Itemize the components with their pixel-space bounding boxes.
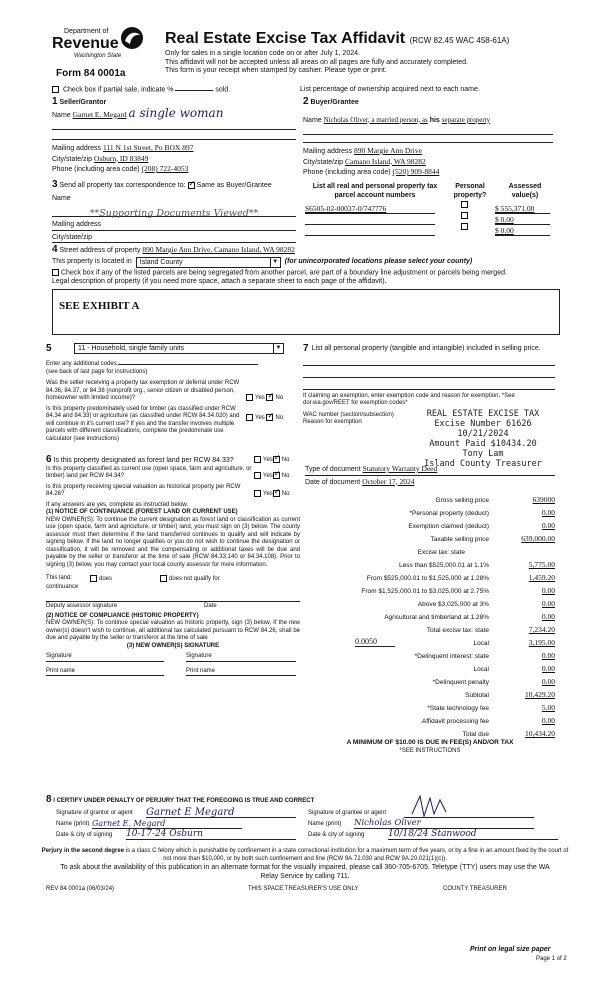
tax-row-value[interactable]: 639,000.00 <box>521 534 555 543</box>
continuance-label: continuance <box>46 583 79 590</box>
exemption-question: Was the seller receiving a property tax exemption or deferral under RCW 84.36, 84.37, or 84.38 (nonprofit org., senior citizen or disabled person, homeowner with limited income)? <box>46 380 240 401</box>
grantee-signature[interactable] <box>404 806 534 818</box>
seller-phone-value[interactable]: (208) 722-4053 <box>141 164 189 173</box>
tax-row-label: From $1,525,000.01 to $3,025,000 at 2.75% <box>361 588 489 595</box>
assessed-value[interactable]: $ 0.00 <box>495 226 550 236</box>
treasurer-stamp <box>398 409 568 469</box>
tax-row-label: Subtotal <box>465 692 489 699</box>
personal-property-checkbox[interactable] <box>461 201 468 208</box>
tax-row-label: *Personal property (deduct) <box>409 510 489 517</box>
buyer-mailing-label: Mailing address <box>303 148 353 155</box>
grantee-name-value[interactable]: Nicholas Oliver <box>354 820 534 829</box>
header-line-1: Only for sales in a single location code on or after July 1, 2024. <box>165 50 360 57</box>
tax-row-value[interactable]: 0.00 <box>541 664 555 673</box>
notice-1-body: NEW OWNER(S): To continue the current designation as forest land or classification as current use (open space, farm and agriculture, or timber) land, you must sign on (3) below. The county assessor must then determine if the land transferred continues to qualify and will indicate by signing below. If the land no longer qualifies or you do not wish to continue the designation or classification, it will be removed and the compensating or additional taxes will be due and payable by the seller or transferor at the time of sale (RCW 84.33.140 or 84.34.108). Prior to signing (3) below, you may contact your local county assessor for more information. <box>46 516 300 568</box>
buyer-phone-value[interactable]: (520) 909-8844 <box>392 167 440 176</box>
tax-row-label: Agricultural and timberland at 1.28% <box>384 614 489 621</box>
buyer-name-label: Name <box>303 116 322 124</box>
parcel-row <box>305 203 555 214</box>
see-back-label: (see back of last page for instructions) <box>46 368 148 375</box>
wac-number-label: WAC number (section/subsection) <box>303 411 394 418</box>
dor-swirl-icon <box>120 26 144 50</box>
section-3-name-label: Name <box>52 194 71 202</box>
street-address-value[interactable]: 890 Margie Ann Drive, Camano Island, WA 98282 <box>142 245 295 254</box>
buyer-name-his: his <box>429 116 440 124</box>
header-line-3: This form is your receipt when stamped by cashier. Please type or print. <box>165 67 387 74</box>
this-land-label: This land: <box>46 575 73 581</box>
stamp-line-3: 10/21/2024 <box>457 429 509 439</box>
stamp-line-4: Amount Paid $10434.20 <box>429 439 537 449</box>
parcel-col-header: List all real and personal property tax parcel account numbers <box>312 183 438 199</box>
tax-row <box>305 504 555 517</box>
section-4-number: 4 <box>52 244 58 255</box>
q2-yes-checkbox[interactable] <box>246 414 253 421</box>
tax-row-label: Above $3,025,000 at 3% <box>417 601 489 608</box>
section-3-name-field[interactable] <box>52 203 296 217</box>
assessed-value-col-header: Assessed value(s) <box>508 183 542 199</box>
land-use-select-value: 11 - Household, single family units <box>78 345 185 352</box>
certify-statement: I CERTIFY UNDER PENALTY OF PERJURY THAT THE FOREGOING IS TRUE AND CORRECT <box>53 798 315 804</box>
street-address-label: Street address of property <box>59 247 141 254</box>
located-in-label: This property is located in <box>52 257 132 265</box>
tax-row <box>305 582 555 595</box>
no-label: No <box>281 472 290 479</box>
section-5-number: 5 <box>46 343 52 354</box>
grantee-signature-label: Signature of grantee or agent <box>308 810 387 816</box>
seller-name-value[interactable]: Garnet E. Megard <box>72 109 127 119</box>
tax-calculation <box>305 491 555 755</box>
tax-row-value[interactable]: 0.00 <box>541 677 555 686</box>
does-not-label: does not qualify for <box>169 576 220 583</box>
personal-property-checkbox[interactable] <box>461 223 468 230</box>
local-rate[interactable]: 0.0050 <box>355 637 395 647</box>
legal-description-value: SEE EXHIBIT A <box>59 299 140 312</box>
parcel-number[interactable]: S6505-02-00037-0/747776 <box>305 204 435 214</box>
revenue-label: Revenue <box>52 35 119 52</box>
timber-question: Is this property predominately used for timber (as classified under RCW 84.34 and 84.33) or agriculture (as classified under RCW 84.34.020) and will continue in it's current use? If yes and the transfer involves multiple parcels with different classifications, complete the predominate use calculator (see instructions) <box>46 405 240 442</box>
tax-row-label: Total excise tax: state <box>426 627 489 634</box>
section-3-city-label: City/state/zip <box>52 233 93 241</box>
tax-row <box>305 634 555 647</box>
historic-question: Is this property receiving special valuation as historical property per RCW 84.26? <box>46 483 241 497</box>
tax-row-label: *Delinquent interest: state <box>414 653 489 660</box>
grantor-date-value[interactable]: 10-17-24 Osburn <box>126 831 296 840</box>
tax-row-label: Exemption claimed (deduct) <box>408 523 489 530</box>
deputy-signature-label: Deputy assessor signature <box>46 603 118 610</box>
stamp-line-1: REAL ESTATE EXCISE TAX <box>426 409 540 419</box>
section-3-label: Send all property tax correspondence to: <box>59 182 186 189</box>
tax-row-label: Affidavit processing fee <box>421 718 489 725</box>
alt-format-note: To ask about the availability of this publication in an alternate format for the visually impaired, please call 360-705-6705. Teletype (TTY) users may use the WA Relay Service by calling 711. <box>60 864 550 880</box>
grantee-date-value[interactable]: 10/18/24 Stanwood <box>388 831 558 840</box>
ownership-note: List percentage of ownership acquired next to each name. <box>300 86 480 93</box>
tax-row <box>305 621 555 634</box>
doc-date-label: Date of document <box>305 478 361 486</box>
tax-row <box>305 517 555 530</box>
forest-no-checkbox[interactable] <box>273 456 280 463</box>
personal-property-checkbox[interactable] <box>461 212 468 219</box>
tax-row <box>305 595 555 608</box>
tax-row-value[interactable]: 0.00 <box>541 612 555 621</box>
tax-row-label: Less than $525,000.01 at 1.1% <box>399 562 489 569</box>
assessed-value[interactable]: $ 0.00 <box>495 215 550 225</box>
tax-row-label: Excise tax: state <box>417 549 465 556</box>
historic-yes-checkbox[interactable] <box>254 490 261 497</box>
signature-label: Signature <box>186 653 212 660</box>
form-number: Form 84 0001a <box>56 68 126 79</box>
seller-phone-label: Phone (including area code) <box>52 166 140 173</box>
section-8-number: 8 <box>46 794 52 805</box>
stamp-line-6: Island County Treasurer <box>424 459 542 469</box>
buyer-city-label: City/state/zip <box>303 158 344 166</box>
tax-row <box>305 686 555 699</box>
tax-row-label: From $525,000.01 to $1,525,000 at 1.28% <box>366 575 489 582</box>
signature-label: Signature <box>46 653 72 660</box>
complete-note: If any answers are yes, complete as instructed below. <box>46 501 189 508</box>
current-use-question: Is this property classified as current use (open space, farm and agriculture, or timber) land per RCW 84.34? <box>46 465 252 479</box>
tax-row <box>305 608 555 621</box>
minimum-due-note: A MINIMUM OF $10.00 IS DUE IN FEE(S) AND/OR TAX <box>346 739 514 746</box>
personal-property-col-header: Personal property? <box>453 183 487 199</box>
chevron-down-icon[interactable]: ▼ <box>270 258 280 267</box>
tax-row <box>305 569 555 582</box>
tax-row <box>305 530 555 543</box>
notice-1-title: (1) NOTICE OF CONTINUANCE (FOREST LAND OR CURRENT USE) <box>46 509 238 515</box>
seller-name-label: Name <box>52 111 71 119</box>
same-as-buyer-label: Same as Buyer/Grantee <box>196 182 272 189</box>
same-as-buyer-checkbox[interactable] <box>188 182 195 189</box>
tax-row-label: Local <box>473 666 489 673</box>
print-name-label: Print name <box>186 667 216 674</box>
grantor-date-label: Date & city of signing <box>56 832 113 838</box>
grantee-name-label: Name (print) <box>308 821 342 827</box>
parcel-row <box>305 214 555 225</box>
see-instructions-note: *SEE INSTRUCTIONS <box>399 747 461 754</box>
dor-logo <box>52 26 148 68</box>
tax-row <box>305 725 555 738</box>
legal-description-box[interactable] <box>52 289 560 335</box>
tax-row-value[interactable]: 0.00 <box>541 599 555 608</box>
tax-row-label: *State technology fee <box>427 705 489 712</box>
tax-row-label: Taxable selling price <box>430 536 489 543</box>
buyer-name-value[interactable]: Nicholas Oliver, a married person, as <box>323 115 428 124</box>
tax-row-label: *Delinquent penalty <box>432 679 489 686</box>
tax-row-value[interactable]: 0.00 <box>541 586 555 595</box>
tax-row <box>305 491 555 504</box>
doc-date-value[interactable]: October 17, 2024 <box>362 476 415 486</box>
doc-type-label: Type of document <box>305 466 361 473</box>
land-use-select[interactable] <box>74 343 284 354</box>
notice-2-body: NEW OWNER(S): To continue special valuation as historic property, sign (3) below. If the new owner(s) doesn't wish to continue, all additional tax calculated pursuant to RCW 84.26, shall be due and payable by the seller or transferor at the time of sale <box>46 620 300 642</box>
seller-city-value[interactable]: Osburn, ID 83849 <box>94 153 149 163</box>
q2-no-checkbox[interactable] <box>266 414 273 421</box>
forest-yes-checkbox[interactable] <box>254 456 261 463</box>
stamp-line-5: Tony Lam <box>462 449 504 459</box>
current-use-yes-checkbox[interactable] <box>254 472 261 479</box>
grantee-signature-scribble <box>410 794 450 818</box>
treasurer-space-label: THIS SPACE TREASURER'S USE ONLY <box>248 886 359 892</box>
county-treasurer-label: COUNTY TREASURER <box>443 886 507 892</box>
tax-row <box>305 543 555 556</box>
tax-row-value[interactable]: 0.00 <box>541 521 555 530</box>
county-select-value: Island County <box>139 258 183 266</box>
seller-city-label: City/state/zip <box>52 155 93 163</box>
assessed-value[interactable]: $ 555,371.00 <box>495 204 550 214</box>
tax-row-label: Gross selling price <box>435 497 489 504</box>
page-number: Page 1 of 2 <box>536 956 567 962</box>
perjury-text: is a class C felony which is punishable by confinement in a state correctional institution for a maximum term of five years, or by a fine in an amount fixed by the court of not more than $10,000, or by both such confinement and fine (RCW 9A.72.030 and RCW 9A.20.021(1)(c)). <box>124 848 569 862</box>
grantor-name-value[interactable]: Garnet E. Megard <box>92 820 242 829</box>
seller-mailing-value[interactable]: 111 N 1st Street, Po BOX 897 <box>102 143 194 152</box>
notice-2-title: (2) NOTICE OF COMPLIANCE (HISTORIC PROPERTY) <box>46 612 199 619</box>
current-use-no-checkbox[interactable] <box>273 472 280 479</box>
owner-print-name-1[interactable] <box>46 668 164 677</box>
section-1-number: 1 <box>52 96 58 107</box>
buyer-mailing-value[interactable]: 890 Margie Ann Drive <box>353 146 422 155</box>
tax-row-value[interactable]: 0.00 <box>541 508 555 517</box>
buyer-heading: Buyer/Grantee <box>310 99 359 106</box>
personal-property-list-label: List all personal property (tangible and intangible) included in selling price. <box>311 345 541 352</box>
stamp-line-2: Excise Number 61626 <box>434 419 532 429</box>
owner-signature-1[interactable] <box>46 653 164 662</box>
seller-name-handwritten: a single woman <box>128 105 224 120</box>
tax-row <box>305 673 555 686</box>
tax-row-value[interactable]: 5.00 <box>541 703 555 712</box>
tax-row-value[interactable]: 10,434.20 <box>525 729 555 738</box>
yes-label: Yes <box>263 457 273 464</box>
tax-row-value[interactable]: 5,775.00 <box>528 560 555 569</box>
supporting-docs-note: **Supporting Documents Viewed** <box>89 208 259 219</box>
partial-sale-label: Check box if partial sale, indicate % <box>62 86 174 94</box>
parcel-row <box>305 225 555 236</box>
seller-mailing-label: Mailing address <box>52 145 102 152</box>
tax-row <box>305 712 555 725</box>
tax-row-label: Local <box>473 640 489 647</box>
yes-label: Yes <box>255 395 265 401</box>
seller-heading: Seller/Grantor <box>59 99 107 106</box>
exemption-reason-label: Reason for exemption <box>303 419 362 425</box>
form-title: Real Estate Excise Tax Affidavit <box>165 30 406 47</box>
yes-label: Yes <box>263 472 273 479</box>
buyer-phone-label: Phone (including area code) <box>303 169 391 176</box>
parcel-number[interactable] <box>305 235 435 236</box>
no-label: No <box>275 395 284 401</box>
no-label: No <box>275 414 284 421</box>
dept-of-label: Department of <box>64 28 109 35</box>
doc-type-value[interactable]: Statutory Warranty Deed <box>362 464 438 473</box>
section-6-number: 6 <box>46 454 52 465</box>
does-checkbox[interactable] <box>90 575 97 582</box>
print-name-label: Print name <box>46 667 76 674</box>
does-label: does <box>99 576 113 583</box>
rcw-reference: (RCW 82.45 WAC 458-61A) <box>409 36 510 45</box>
tax-row-value[interactable]: 10,429.20 <box>525 690 555 699</box>
tax-row-value[interactable]: 7,234.20 <box>528 625 555 634</box>
historic-no-checkbox[interactable] <box>273 490 280 497</box>
exemption-note: If claiming an exemption, enter exemption code and reason for exemption. *See dor.wa.gov/REET for exemption codes* <box>303 392 515 406</box>
boundary-checkbox[interactable] <box>52 269 59 276</box>
no-label: No <box>281 490 290 497</box>
grantor-signature-label: Signature of grantor or agent <box>56 810 133 816</box>
q1-yes-checkbox[interactable] <box>246 394 253 401</box>
county-note: (for unincorporated locations please select your county) <box>284 257 473 265</box>
section-2-number: 2 <box>303 96 309 107</box>
forest-land-question: Is this property designated as forest land per RCW 84.33? <box>53 457 234 464</box>
legal-desc-label: Legal description of property (if you need more space, attach a separate sheet to each page of the affidavit). <box>52 278 387 286</box>
owner-print-name-2[interactable] <box>186 668 296 677</box>
header-line-2: This affidavit will not be accepted unless all areas on all pages are fully and accurately completed. <box>165 58 468 66</box>
tax-row-label: Total due <box>462 731 489 738</box>
tax-row-value[interactable]: 0.00 <box>541 651 555 660</box>
deputy-date-label: Date <box>204 603 217 610</box>
tax-row <box>305 699 555 712</box>
buyer-city-value[interactable]: Camano Island, WA 98282 <box>345 156 426 166</box>
buyer-name-rest: separate property <box>441 115 491 124</box>
perjury-bold: Perjury in the second degree <box>41 848 125 854</box>
yes-label: Yes <box>255 414 265 421</box>
yes-label: Yes <box>263 490 273 497</box>
sold-label: sold. <box>215 86 231 94</box>
tax-row-value[interactable]: 0.00 <box>541 716 555 725</box>
additional-codes-label: Enter any additional codes <box>46 361 117 367</box>
tax-row-value[interactable]: 3,195.00 <box>528 638 555 647</box>
tax-row-value[interactable]: 639000 <box>532 495 555 504</box>
owner-signature-2[interactable] <box>186 653 296 662</box>
parcel-number[interactable] <box>305 224 435 225</box>
no-label: No <box>281 457 290 464</box>
does-not-checkbox[interactable] <box>160 575 167 582</box>
q1-no-checkbox[interactable] <box>266 394 273 401</box>
grantor-name-label: Name (print) <box>56 821 90 827</box>
section-3-number: 3 <box>52 179 58 190</box>
tax-row-value[interactable]: 1,459.20 <box>528 573 555 582</box>
legal-size-note: Print on legal size paper <box>470 946 551 953</box>
tax-row <box>305 660 555 673</box>
revision-label: REV 84 0001a (06/03/24) <box>46 886 115 892</box>
grantor-signature[interactable]: Garnet E Megard <box>146 809 296 818</box>
new-owner-signature-heading: (3) NEW OWNER(S) SIGNATURE <box>126 642 220 649</box>
tax-row <box>305 556 555 569</box>
section-7-number: 7 <box>303 343 309 354</box>
partial-sale-checkbox[interactable] <box>52 86 59 93</box>
boundary-note: Check box if any of the listed parcels are being segregated from another parcel, are part of a boundary line adjustment or parcels being merged. <box>61 268 507 276</box>
tax-row <box>305 647 555 660</box>
grantee-date-label: Date & city of signing <box>308 832 365 838</box>
washington-state-label: Washington State <box>74 53 122 59</box>
chevron-down-icon[interactable]: ▼ <box>273 344 283 353</box>
county-select[interactable] <box>136 257 281 268</box>
section-3-mailing-label: Mailing address <box>52 221 102 228</box>
